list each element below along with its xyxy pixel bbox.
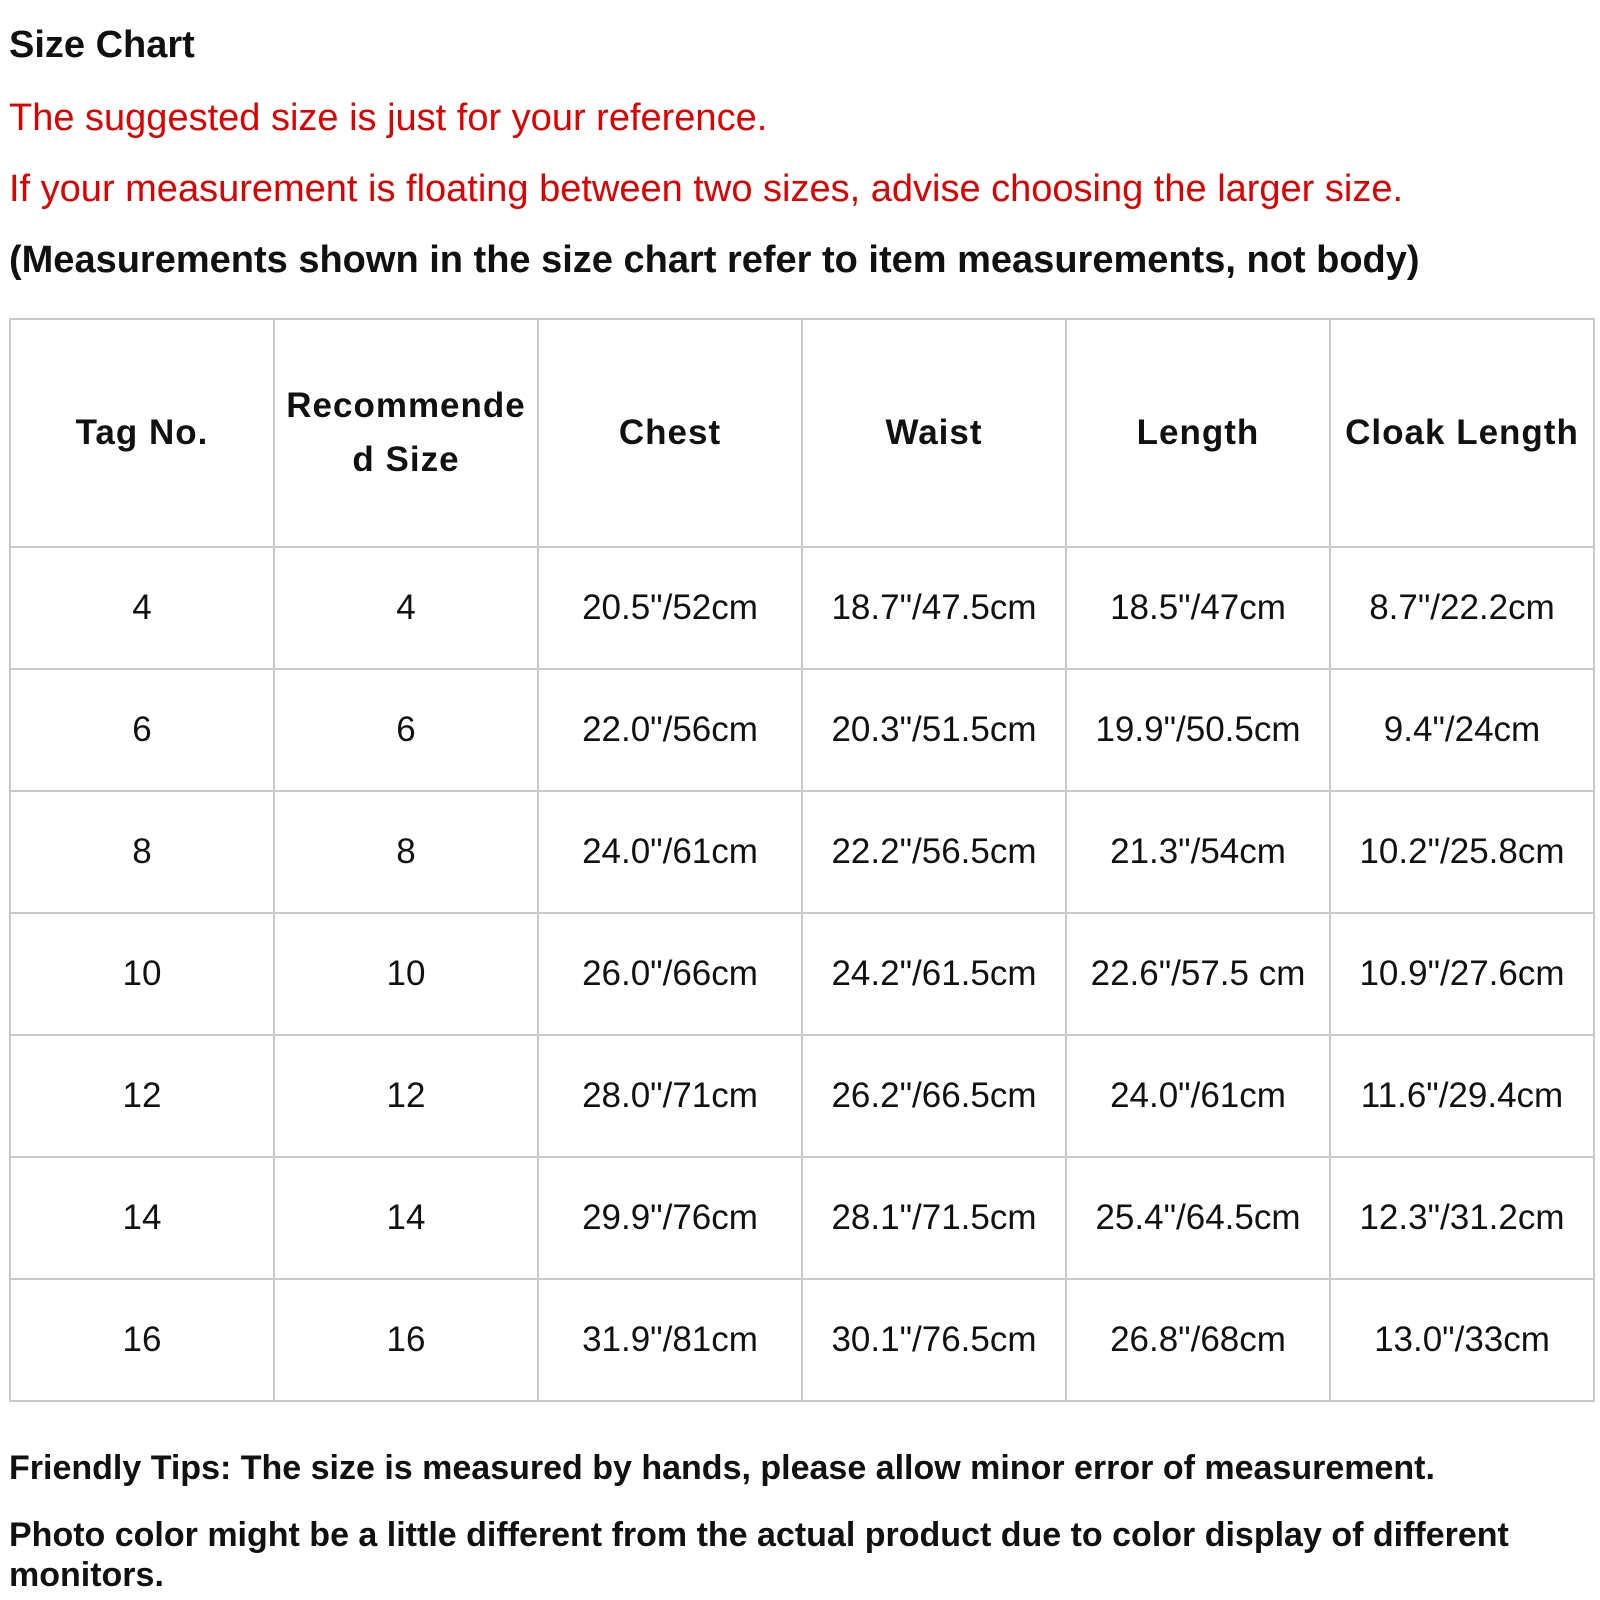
photo-color-note: Photo color might be a little different from the actual product due to color display of different monitors. [9,1516,1509,1594]
reference-note: The suggested size is just for your reference. [9,97,768,139]
cell-recommended-size: 16 [274,1279,538,1401]
cell-waist: 30.1"/76.5cm [802,1279,1066,1401]
cell-recommended-size: 8 [274,791,538,913]
cell-cloak-length: 9.4"/24cm [1330,669,1594,791]
cell-tag-no: 6 [10,669,274,791]
cell-cloak-length: 13.0"/33cm [1330,1279,1594,1401]
cell-tag-no: 12 [10,1035,274,1157]
cell-cloak-length: 10.9"/27.6cm [1330,913,1594,1035]
cell-chest: 26.0"/66cm [538,913,802,1035]
cell-cloak-length: 11.6"/29.4cm [1330,1035,1594,1157]
cell-waist: 20.3"/51.5cm [802,669,1066,791]
header-recommended-size: Recommende d Size [274,319,538,547]
cell-recommended-size: 10 [274,913,538,1035]
cell-chest: 20.5"/52cm [538,547,802,669]
cell-tag-no: 4 [10,547,274,669]
cell-waist: 28.1"/71.5cm [802,1157,1066,1279]
header-cloak-length: Cloak Length [1330,319,1594,547]
cell-length: 25.4"/64.5cm [1066,1157,1330,1279]
cell-recommended-size: 14 [274,1157,538,1279]
table-row [10,1157,1594,1279]
measurement-disclaimer: (Measurements shown in the size chart refer to item measurements, not body) [9,239,1420,281]
page-title: Size Chart [9,24,195,66]
cell-chest: 22.0"/56cm [538,669,802,791]
cell-length: 18.5"/47cm [1066,547,1330,669]
cell-waist: 22.2"/56.5cm [802,791,1066,913]
cell-length: 22.6"/57.5 cm [1066,913,1330,1035]
size-table [9,318,1595,1402]
cell-tag-no: 16 [10,1279,274,1401]
table-header-row [10,319,1594,547]
sizing-advice-note: If your measurement is floating between two sizes, advise choosing the larger size. [9,168,1404,210]
header-tag-no: Tag No. [10,319,274,547]
cell-cloak-length: 10.2"/25.8cm [1330,791,1594,913]
cell-chest: 31.9"/81cm [538,1279,802,1401]
cell-cloak-length: 12.3"/31.2cm [1330,1157,1594,1279]
table-row [10,913,1594,1035]
cell-recommended-size: 6 [274,669,538,791]
cell-length: 21.3"/54cm [1066,791,1330,913]
table-row [10,1279,1594,1401]
cell-tag-no: 10 [10,913,274,1035]
cell-waist: 26.2"/66.5cm [802,1035,1066,1157]
cell-tag-no: 14 [10,1157,274,1279]
table-row [10,547,1594,669]
cell-recommended-size: 4 [274,547,538,669]
cell-cloak-length: 8.7"/22.2cm [1330,547,1594,669]
cell-waist: 18.7"/47.5cm [802,547,1066,669]
cell-length: 19.9"/50.5cm [1066,669,1330,791]
cell-tag-no: 8 [10,791,274,913]
header-waist: Waist [802,319,1066,547]
cell-length: 26.8"/68cm [1066,1279,1330,1401]
table-row [10,1035,1594,1157]
cell-chest: 28.0"/71cm [538,1035,802,1157]
cell-length: 24.0"/61cm [1066,1035,1330,1157]
header-chest: Chest [538,319,802,547]
cell-recommended-size: 12 [274,1035,538,1157]
header-length: Length [1066,319,1330,547]
friendly-tips: Friendly Tips: The size is measured by hands, please allow minor error of measurement. [9,1449,1435,1487]
cell-chest: 29.9"/76cm [538,1157,802,1279]
cell-waist: 24.2"/61.5cm [802,913,1066,1035]
table-row [10,669,1594,791]
cell-chest: 24.0"/61cm [538,791,802,913]
table-row [10,791,1594,913]
